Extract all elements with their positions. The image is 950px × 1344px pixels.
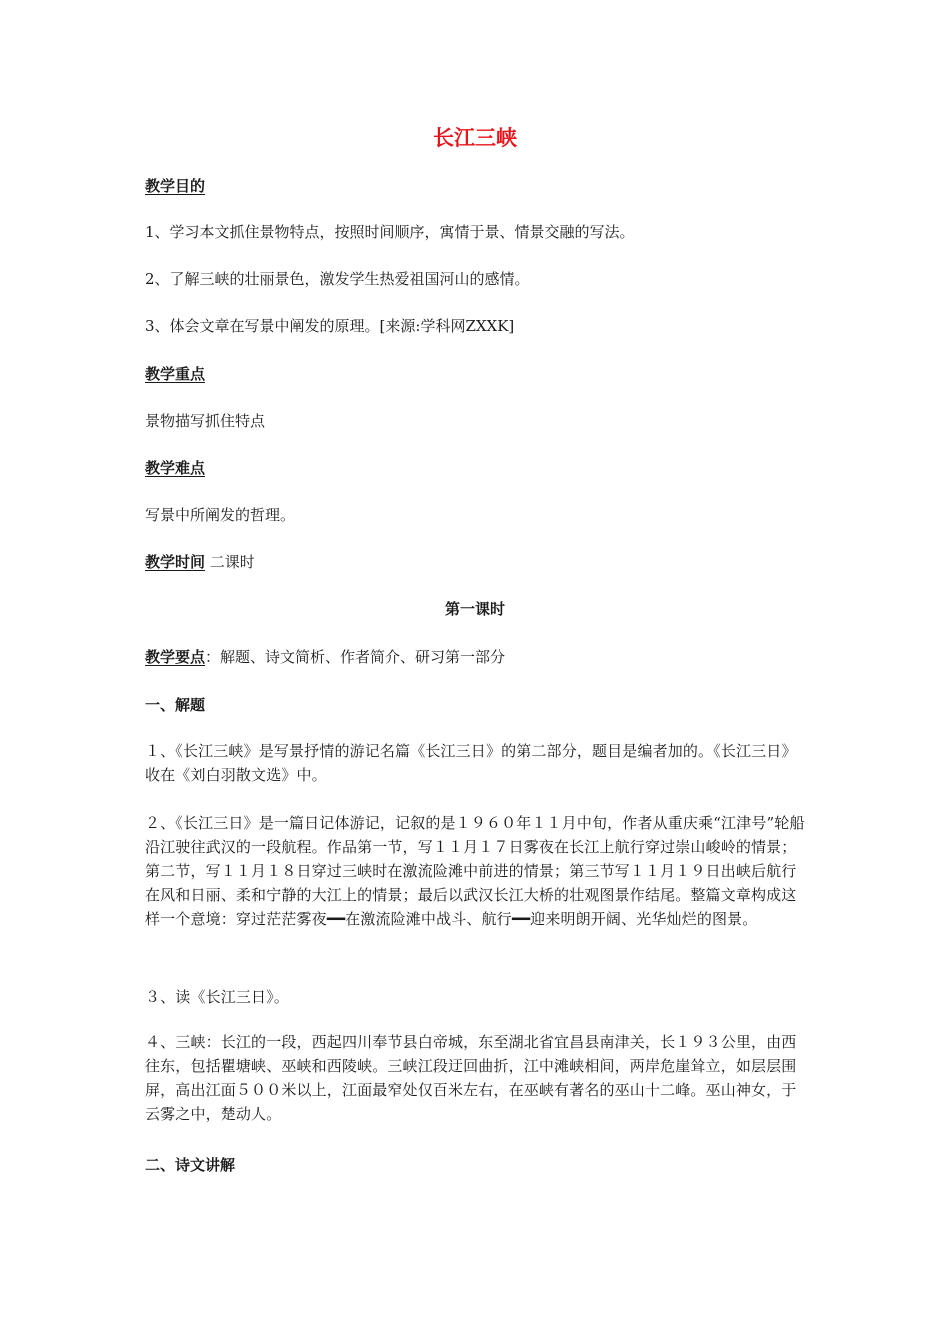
section1-paragraph-2: ２、《长江三日》是一篇日记体游记，记叙的是１９６０年１１月中旬，作者从重庆乘“江津号”轮船沿江驶往武汉的一段航程。作品第一节，写１１月１７日雾夜在长江上航行穿过崇山峻岭的情景；第二节，写１１月１８日穿过三峡时在激流险滩中前进的情景；第三节写１１月１９日出峡后航行在风和日丽、柔和宁静的大江上的情景；最后以武汉长江大桥的壮观图景作结尾。整篇文章构成这样一个意境：穿过茫茫雾夜━━在激流险滩中战斗、航行━━迎来明朗开阔、光华灿烂的图景。: [145, 814, 805, 928]
difficulty-heading: 教学难点: [145, 459, 206, 477]
section1-paragraph-4: ４、三峡：长江的一段，西起四川奉节县白帝城，东至湖北省宜昌县南津关，长１９３公里，由西往东，包括瞿塘峡、巫峡和西陵峡。三峡江段迂回曲折，江中滩峡相间，两岸危崖耸立，如层层围屏，高出江面５００米以上，江面最窄处仅百米左右，在巫峡有著名的巫山十二峰。巫山神女，于云雾之中，楚动人。: [145, 1033, 797, 1123]
teaching-points-line: [145, 645, 810, 669]
section1-paragraph-3: ３、读《长江三日》。: [145, 988, 290, 1006]
teaching-points-text: ：解题、诗文简析、作者简介、研习第一部分: [205, 648, 506, 666]
objective-item-3: 3、体会文章在写景中阐发的原理。[来源:学科网ZXXK]: [145, 317, 515, 335]
lesson-title: 第一课时: [444, 600, 505, 618]
objective-item-2: 2、了解三峡的壮丽景色，激发学生热爱祖国河山的感情。: [145, 270, 530, 288]
section1-paragraph-1: １、《长江三峡》是写景抒情的游记名篇《长江三日》的第二部分，题目是编者加的。《长江三日》收在《刘白羽散文选》中。: [145, 742, 797, 784]
document-title: 长江三峡: [433, 126, 517, 150]
difficulty-text: 写景中所阐发的哲理。: [145, 506, 296, 524]
section1-heading: 一、解题: [145, 696, 206, 714]
key-points-heading: 教学重点: [145, 365, 206, 383]
teaching-time-text: 二课时: [205, 553, 255, 571]
teaching-points-heading: 教学要点: [145, 648, 206, 666]
section2-heading: 二、诗文讲解: [145, 1156, 236, 1174]
teaching-time-heading: 教学时间: [145, 553, 206, 571]
teaching-time-line: [145, 550, 810, 574]
objective-item-1: 1、学习本文抓住景物特点，按照时间顺序，寓情于景、情景交融的写法。: [145, 223, 635, 241]
objectives-heading: 教学目的: [145, 177, 206, 195]
key-points-text: 景物描写抓住特点: [145, 412, 266, 430]
